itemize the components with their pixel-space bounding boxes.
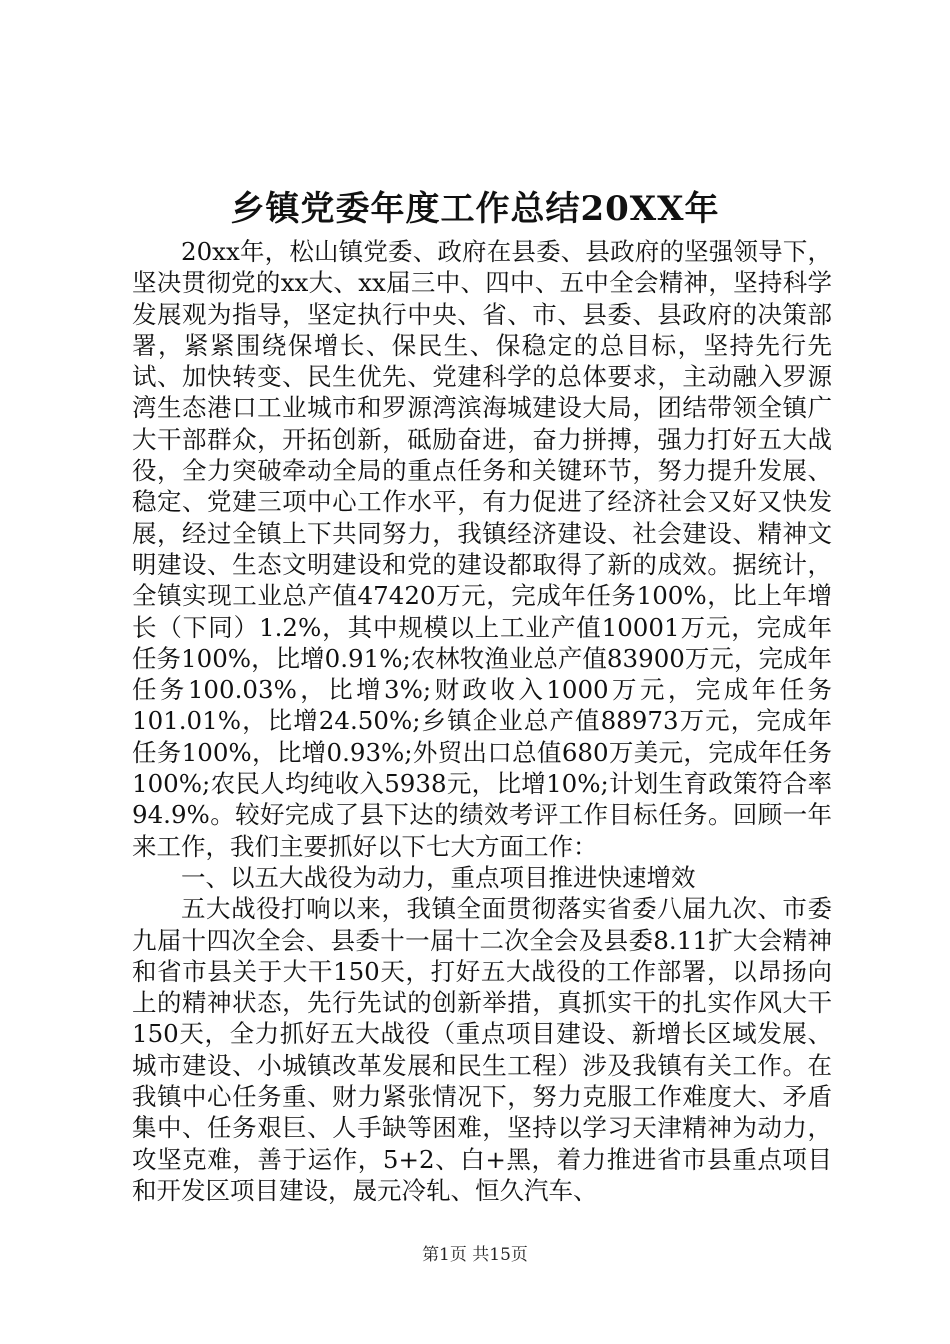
page-number: 第1页 共15页	[422, 1245, 528, 1265]
section-heading-1: 一、以五大战役为动力，重点项目推进快速增效	[181, 862, 696, 892]
document-title: 乡镇党委年度工作总结20XX年	[230, 189, 720, 229]
document-body	[132, 236, 832, 1206]
paragraph-section-1: 五大战役打响以来，我镇全面贯彻落实省委八届九次、市委九届十四次全会、县委十一届十二次全会及县委8.11扩大会精神和省市县关于大干150天，打好五大战役的工作部署，以昂扬向上的精神状态，先行先试的创新举措，真抓实干的扎实作风大干150天，全力抓好五大战役（重点项目建设、新增长区域发展、城市建设、小城镇改革发展和民生工程）涉及我镇有关工作。在我镇中心任务重、财力紧张情况下，努力克服工作难度大、矛盾集中、任务艰巨、人手缺等困难，坚持以学习天津精神为动力，攻坚克难，善于运作，5+2、白+黑，着力推进省市县重点项目和开发区项目建设，晟元冷轧、恒久汽车、	[132, 894, 832, 1205]
paragraph-intro: 20xx年，松山镇党委、政府在县委、县政府的坚强领导下，坚决贯彻党的xx大、xx届三中、四中、五中全会精神，坚持科学发展观为指导，坚定执行中央、省、市、县委、县政府的决策部署，紧紧围绕保增长、保民生、保稳定的总目标，坚持先行先试、加快转变、民生优先、党建科学的总体要求，主动融入罗源湾生态港口工业城市和罗源湾滨海城建设大局，团结带领全镇广大干部群众，开拓创新，砥励奋进，奋力拼搏，强力打好五大战役，全力突破牵动全局的重点任务和关键环节，努力提升发展、稳定、党建三项中心工作水平，有力促进了经济社会又好又快发展，经过全镇上下共同努力，我镇经济建设、社会建设、精神文明建设、生态文明建设和党的建设都取得了新的成效。据统计，全镇实现工业总产值47420万元，完成年任务100%，比上年增长（下同）1.2%，其中规模以上工业产值10001万元，完成年任务100%，比增0.91%;农林牧渔业总产值83900万元，完成年任务100.03%，比增3%;财政收入1000万元，完成年任务101.01%，比增24.50%;乡镇企业总产值88973万元，完成年任务100%，比增0.93%;外贸出口总值680万美元，完成年任务100%;农民人均纯收入5938元，比增10%;计划生育政策符合率94.9%。较好完成了县下达的绩效考评工作目标任务。回顾一年来工作，我们主要抓好以下七大方面工作：	[132, 237, 832, 861]
